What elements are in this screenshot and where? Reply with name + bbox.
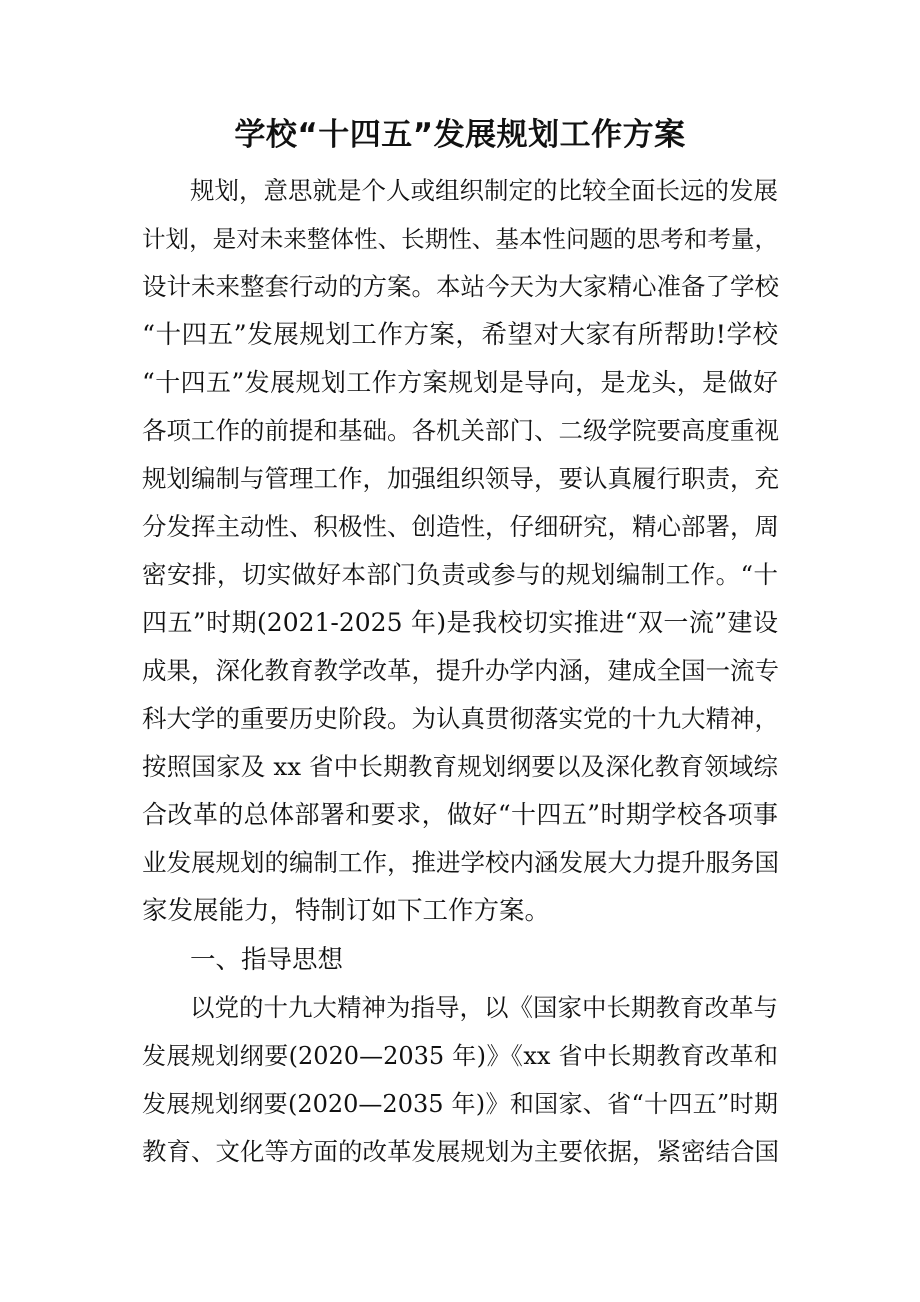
paragraph-1-line-4: “十四五”发展规划工作方案，希望对大家有所帮助!学校 [142, 320, 778, 350]
paragraph-2-line-1: 以党的十九大精神为指导，以《国家中长期教育改革与 [190, 993, 778, 1022]
paragraph-2-line-3: 发展规划纲要(2020—2035 年)》和国家、省“十四五”时期 [142, 1090, 778, 1118]
document-title: 学校“十四五”发展规划工作方案 [234, 117, 686, 153]
paragraph-1-line-11: 成果，深化教育教学改革，提升办学内涵，建成全国一流专 [142, 656, 779, 685]
paragraph-1-line-6: 各项工作的前提和基础。各机关部门、二级学院要高度重视 [142, 416, 779, 445]
paragraph-1-line-5: “十四五”发展规划工作方案规划是导向，是龙头，是做好 [142, 368, 778, 397]
paragraph-1-line-2: 计划，是对未来整体性、长期性、基本性问题的思考和考量， [142, 225, 778, 253]
paragraph-1-line-3: 设计未来整套行动的方案。本站今天为大家精心准备了学校 [142, 272, 779, 301]
paragraph-1-line-10: 四五”时期(2021-2025 年)是我校切实推进“双一流”建设 [142, 608, 778, 637]
paragraph-1-line-9: 密安排，切实做好本部门负责或参与的规划编制工作。“十 [142, 560, 778, 589]
paragraph-1-line-7: 规划编制与管理工作，加强组织领导，要认真履行职责，充 [142, 464, 779, 493]
paragraph-2-line-2: 发展规划纲要(2020—2035 年)》《xx 省中长期教育改革和 [142, 1042, 778, 1070]
paragraph-1-line-15: 业发展规划的编制工作，推进学校内涵发展大力提升服务国 [142, 848, 779, 877]
paragraph-1-line-8: 分发挥主动性、积极性、创造性，仔细研究，精心部署，周 [142, 512, 779, 541]
section-heading-guiding-ideology: 一、指导思想 [190, 945, 344, 975]
paragraph-1-line-14: 合改革的总体部署和要求，做好“十四五”时期学校各项事 [142, 800, 778, 829]
paragraph-1-line-1: 规划，意思就是个人或组织制定的比较全面长远的发展 [190, 176, 778, 205]
paragraph-1-line-12: 科大学的重要历史阶段。为认真贯彻落实党的十九大精神， [142, 704, 779, 733]
paragraph-1-line-16: 家发展能力，特制订如下工作方案。 [142, 896, 551, 926]
paragraph-1-line-13: 按照国家及 xx 省中长期教育规划纲要以及深化教育领域综 [142, 752, 778, 781]
paragraph-2-line-4: 教育、文化等方面的改革发展规划为主要依据，紧密结合国 [142, 1137, 779, 1166]
